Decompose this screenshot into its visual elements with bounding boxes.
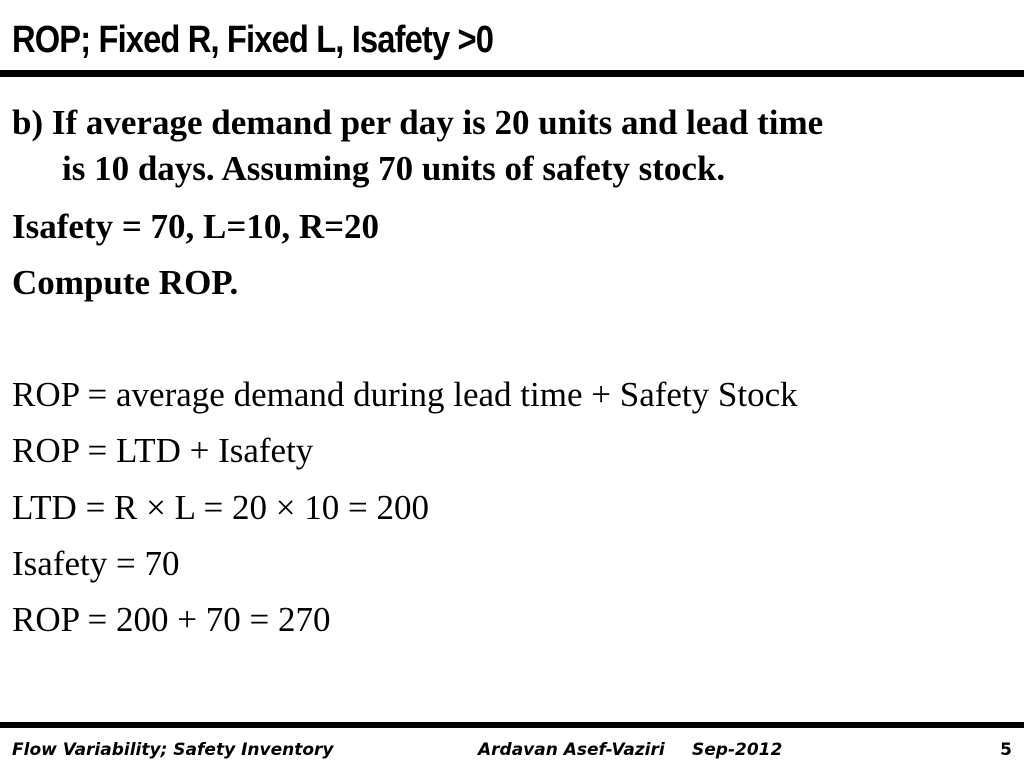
footer-course-title: Flow Variability; Safety Inventory [12,740,334,760]
slide-title: ROP; Fixed R, Fixed L, Isafety >0 [12,19,494,61]
solution-step-5: ROP = 200 + 70 = 270 [12,600,331,639]
footer-date: Sep-2012 [692,740,783,760]
task-statement: Compute ROP. [12,263,239,302]
title-divider [0,70,1024,77]
solution-step-3: LTD = R × L = 20 × 10 = 200 [12,488,429,527]
footer-page-number: 5 [1000,740,1012,760]
solution-step-1: ROP = average demand during lead time + Safety Stock [12,375,798,414]
problem-line-2: is 10 days. Assuming 70 units of safety stock. [62,149,726,188]
solution-step-4: Isafety = 70 [12,544,180,583]
problem-line-1: b) If average demand per day is 20 units and lead time [12,103,824,142]
footer-author: Ardavan Asef-Vaziri [478,740,665,760]
given-values: Isafety = 70, L=10, R=20 [12,207,380,246]
solution-step-2: ROP = LTD + Isafety [12,431,314,470]
footer-divider [0,722,1024,728]
